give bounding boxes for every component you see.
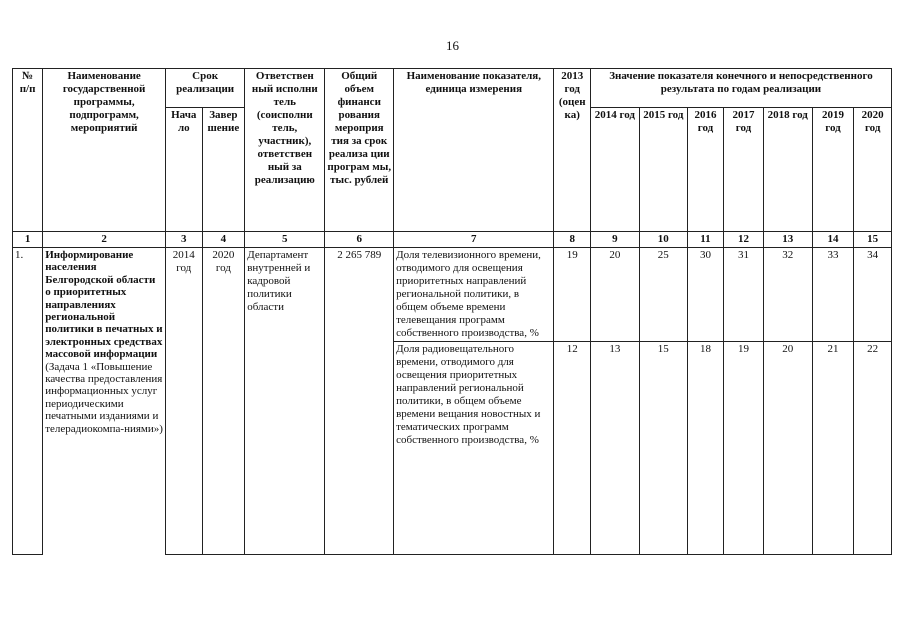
column-number: 1 [13, 232, 43, 248]
column-number: 8 [554, 232, 590, 248]
indicator-value-2019: 33 [812, 248, 854, 342]
header-num: № п/п [13, 69, 43, 232]
column-number: 10 [639, 232, 687, 248]
indicator-name: Доля телевизионного времени, отводимого для освещения приоритетных направлений региональной политики, в общем объеме времени телевещания программ собственного производства, % [394, 248, 554, 342]
column-number: 15 [854, 232, 892, 248]
header-2013: 2013 год (оцен ка) [554, 69, 590, 232]
end-year: 2020 год [202, 248, 245, 555]
header-year-2018: 2018 год [763, 108, 812, 232]
column-number-row [13, 232, 892, 248]
indicator-value-2019: 21 [812, 342, 854, 555]
indicator-value-2013: 19 [554, 248, 590, 342]
indicator-value-2017: 19 [724, 342, 764, 555]
program-task: (Задача 1 «Повышение качества предоставления информационных услуг периодическими печатными изданиями и телерадиокомпа-ниями») [45, 360, 163, 435]
column-number: 12 [724, 232, 764, 248]
indicator-value-2016: 30 [687, 248, 723, 342]
program-name: Информирование населения Белгородской области о приоритетных направлениях региональной политики в печатных и электронных средствах массовой информации [45, 249, 163, 361]
indicator-value-2018: 20 [763, 342, 812, 555]
column-number: 14 [812, 232, 854, 248]
header-year-2017: 2017 год [724, 108, 764, 232]
column-number: 2 [43, 232, 166, 248]
indicator-value-2016: 18 [687, 342, 723, 555]
indicator-value-2020: 22 [854, 342, 892, 555]
indicator-value-2013: 12 [554, 342, 590, 555]
funding-volume: 2 265 789 [325, 248, 394, 555]
header-period: Срок реализации [166, 69, 245, 108]
program-table [12, 68, 892, 555]
column-number: 13 [763, 232, 812, 248]
responsible-executor: Департамент внутренней и кадровой политики области [245, 248, 325, 555]
header-indicator: Наименование показателя, единица измерения [394, 69, 554, 232]
header-end: Завер шение [202, 108, 245, 232]
header-year-2020: 2020 год [854, 108, 892, 232]
indicator-value-2015: 25 [639, 248, 687, 342]
column-number: 5 [245, 232, 325, 248]
row-number: 1. [13, 248, 43, 555]
header-name: Наименование государственной программы, подпрограмм, мероприятий [43, 69, 166, 232]
header-year-2015: 2015 год [639, 108, 687, 232]
header-year-2019: 2019 год [812, 108, 854, 232]
indicator-value-2017: 31 [724, 248, 764, 342]
column-number: 9 [590, 232, 639, 248]
header-year-2016: 2016 год [687, 108, 723, 232]
table-row [13, 248, 892, 342]
column-number: 4 [202, 232, 245, 248]
indicator-name: Доля радиовещательного времени, отводимого для освещения приоритетных направлений региональной политики, в общем объеме времени вещания новостных и тематических программ собственного производства, % [394, 342, 554, 555]
start-year: 2014 год [166, 248, 202, 555]
column-number: 11 [687, 232, 723, 248]
column-number: 7 [394, 232, 554, 248]
indicator-value-2014: 13 [590, 342, 639, 555]
header-year-2014: 2014 год [590, 108, 639, 232]
indicator-value-2018: 32 [763, 248, 812, 342]
header-responsible: Ответствен ный исполни тель (соисполни тель, участник), ответствен ный за реализацию [245, 69, 325, 232]
indicator-value-2020: 34 [854, 248, 892, 342]
page-number: 16 [446, 38, 459, 53]
header-start: Нача ло [166, 108, 202, 232]
indicator-value-2014: 20 [590, 248, 639, 342]
header-row-1 [13, 69, 892, 108]
header-values: Значение показателя конечного и непосредственного результата по годам реализации [590, 69, 891, 108]
program-name-cell [43, 248, 166, 555]
column-number: 3 [166, 232, 202, 248]
indicator-value-2015: 15 [639, 342, 687, 555]
header-volume: Общий объем финанси рования мероприя тия за срок реализа ции програм мы, тыс. рублей [325, 69, 394, 232]
column-number: 6 [325, 232, 394, 248]
